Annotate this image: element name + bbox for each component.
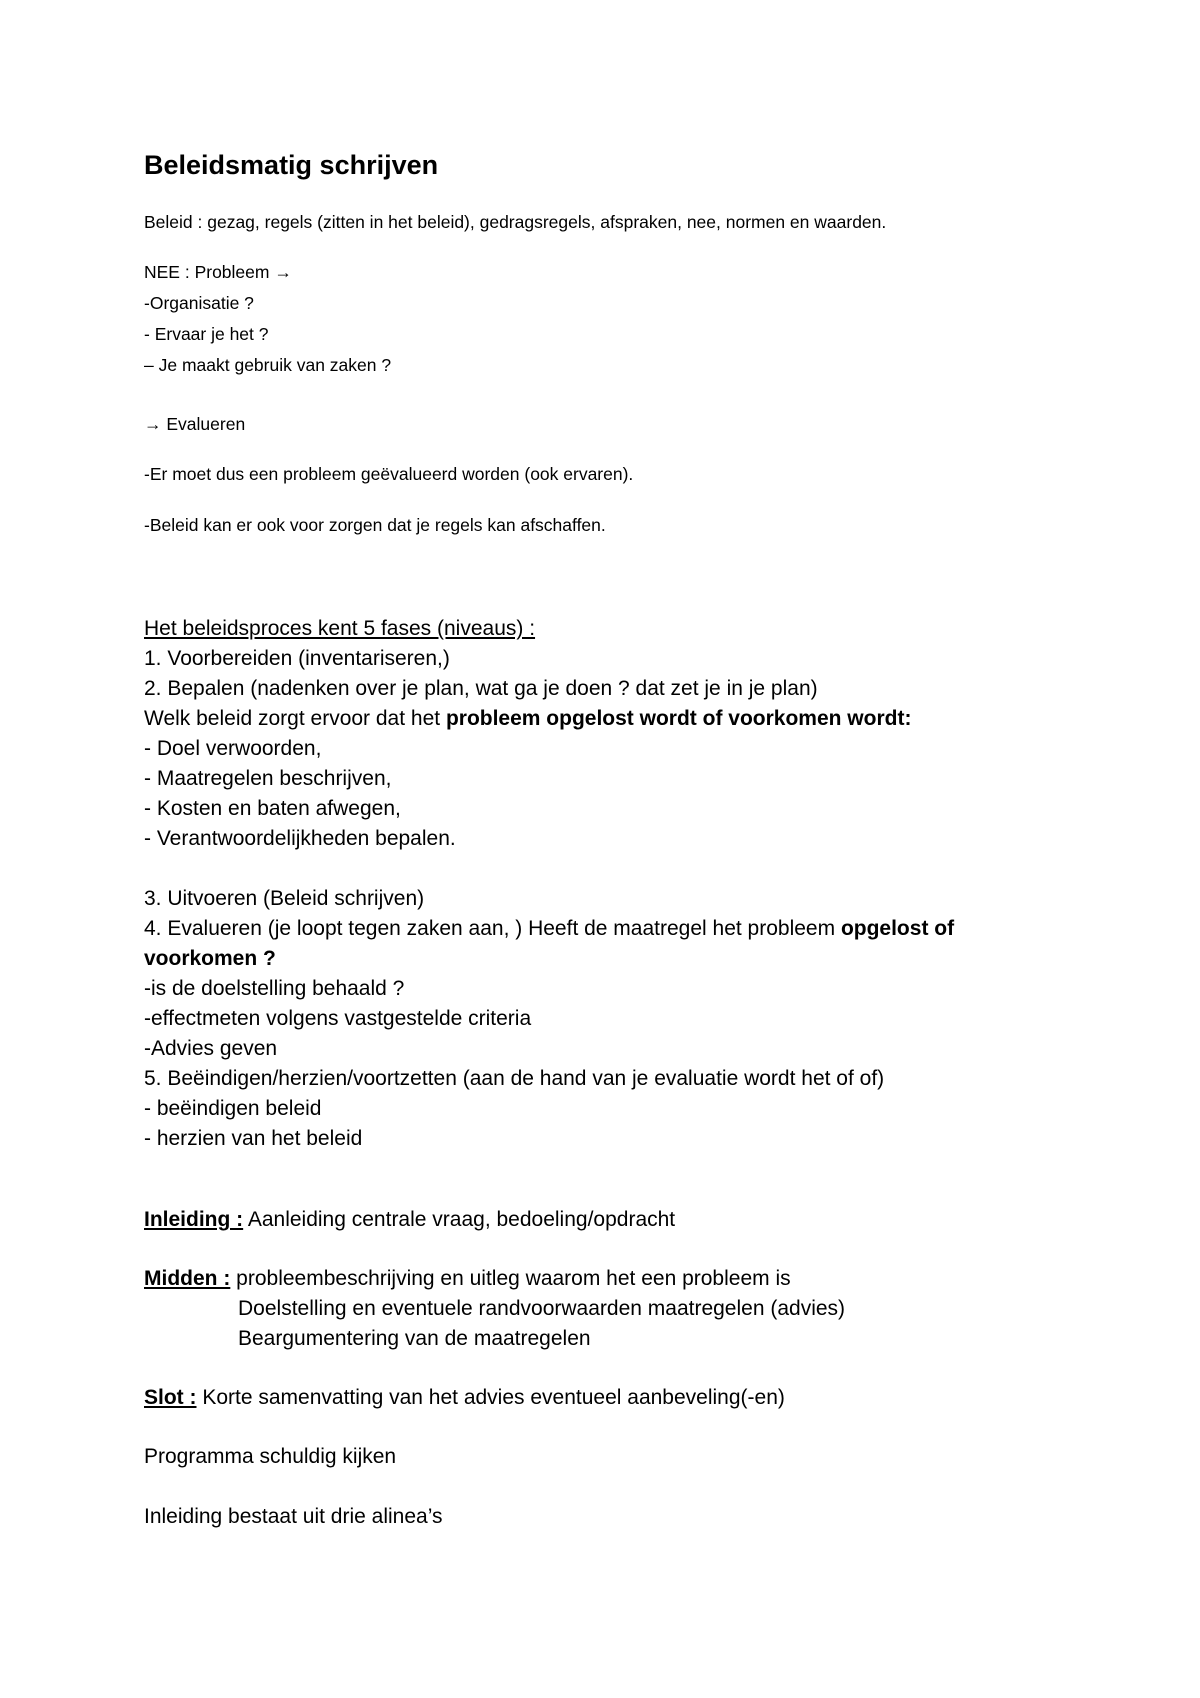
extra-line: Programma schuldig kijken	[144, 1445, 397, 1468]
welk-prefix: Welk beleid zorgt ervoor dat het	[144, 707, 446, 730]
list-item: - beëindigen beleid	[144, 1097, 322, 1120]
midden-text: probleembeschrijving en uitleg waarom het een probleem is	[230, 1267, 791, 1290]
nee-item: – Je maakt gebruik van zaken ?	[144, 355, 392, 375]
spacer	[144, 854, 954, 884]
phase-line: 1. Voorbereiden (inventariseren,)	[144, 647, 450, 670]
midden-line	[144, 1264, 845, 1294]
phase-line: 3. Uitvoeren (Beleid schrijven)	[144, 887, 425, 910]
phase4-bold-cont: voorkomen ?	[144, 947, 276, 970]
inleiding-text: Aanleiding centrale vraag, bedoeling/opdracht	[243, 1208, 676, 1231]
process-heading: Het beleidsproces kent 5 fases (niveaus) :	[144, 617, 536, 640]
phase-line: 5. Beëindigen/herzien/voortzetten (aan de hand van je evaluatie wordt het of of)	[144, 1067, 885, 1090]
list-item: - Maatregelen beschrijven,	[144, 767, 392, 790]
list-item: - Verantwoordelijkheden bepalen.	[144, 827, 456, 850]
arrow-right-icon: →	[144, 414, 162, 434]
nee-item: - Ervaar je het ?	[144, 324, 269, 344]
inleiding-label: Inleiding :	[144, 1208, 244, 1231]
nee-list	[144, 257, 391, 381]
list-item: -effectmeten volgens vastgestelde criteria	[144, 1007, 532, 1030]
phase4-bold: opgelost of	[840, 917, 955, 940]
evalueren-text: Evalueren	[166, 414, 246, 434]
midden-line-2: Doelstelling en eventuele randvoorwaarden maatregelen (advies)	[238, 1297, 846, 1320]
beleid-definition: Beleid : gezag, regels (zitten in het beleid), gedragsregels, afspraken, nee, normen en waarden.	[144, 212, 887, 232]
phase-line	[144, 914, 954, 944]
process-section	[144, 614, 954, 1154]
phase4-prefix: 4. Evalueren (je loopt tegen zaken aan, ) Heeft de maatregel het probleem	[144, 917, 841, 940]
intro-note: -Beleid kan er ook voor zorgen dat je regels kan afschaffen.	[144, 515, 606, 535]
list-item: -Advies geven	[144, 1037, 278, 1060]
list-item: -is de doelstelling behaald ?	[144, 977, 405, 1000]
welk-bold: probleem opgelost wordt of voorkomen wordt:	[445, 707, 912, 730]
inleiding-line	[144, 1205, 675, 1235]
list-item: - Doel verwoorden,	[144, 737, 322, 760]
midden-block	[144, 1264, 845, 1354]
intro-note: -Er moet dus een probleem geëvalueerd worden (ook ervaren).	[144, 464, 634, 484]
welk-line	[144, 704, 954, 734]
nee-item: -Organisatie ?	[144, 293, 254, 313]
evalueren-line	[144, 409, 245, 440]
midden-line-3: Beargumentering van de maatregelen	[238, 1327, 591, 1350]
slot-label: Slot :	[144, 1386, 197, 1409]
phase-line: 2. Bepalen (nadenken over je plan, wat ga je doen ? dat zet je in je plan)	[144, 677, 818, 700]
page-title: Beleidsmatig schrijven	[144, 150, 439, 180]
nee-heading	[144, 257, 391, 288]
midden-label: Midden :	[144, 1267, 231, 1290]
slot-text: Korte samenvatting van het advies eventueel aanbeveling(-en)	[196, 1386, 785, 1409]
extra-line: Inleiding bestaat uit drie alinea’s	[144, 1505, 443, 1528]
list-item: - herzien van het beleid	[144, 1127, 363, 1150]
nee-label: NEE : Probleem	[144, 262, 270, 282]
list-item: - Kosten en baten afwegen,	[144, 797, 401, 820]
arrow-right-icon: →	[274, 262, 292, 282]
slot-line	[144, 1383, 785, 1413]
